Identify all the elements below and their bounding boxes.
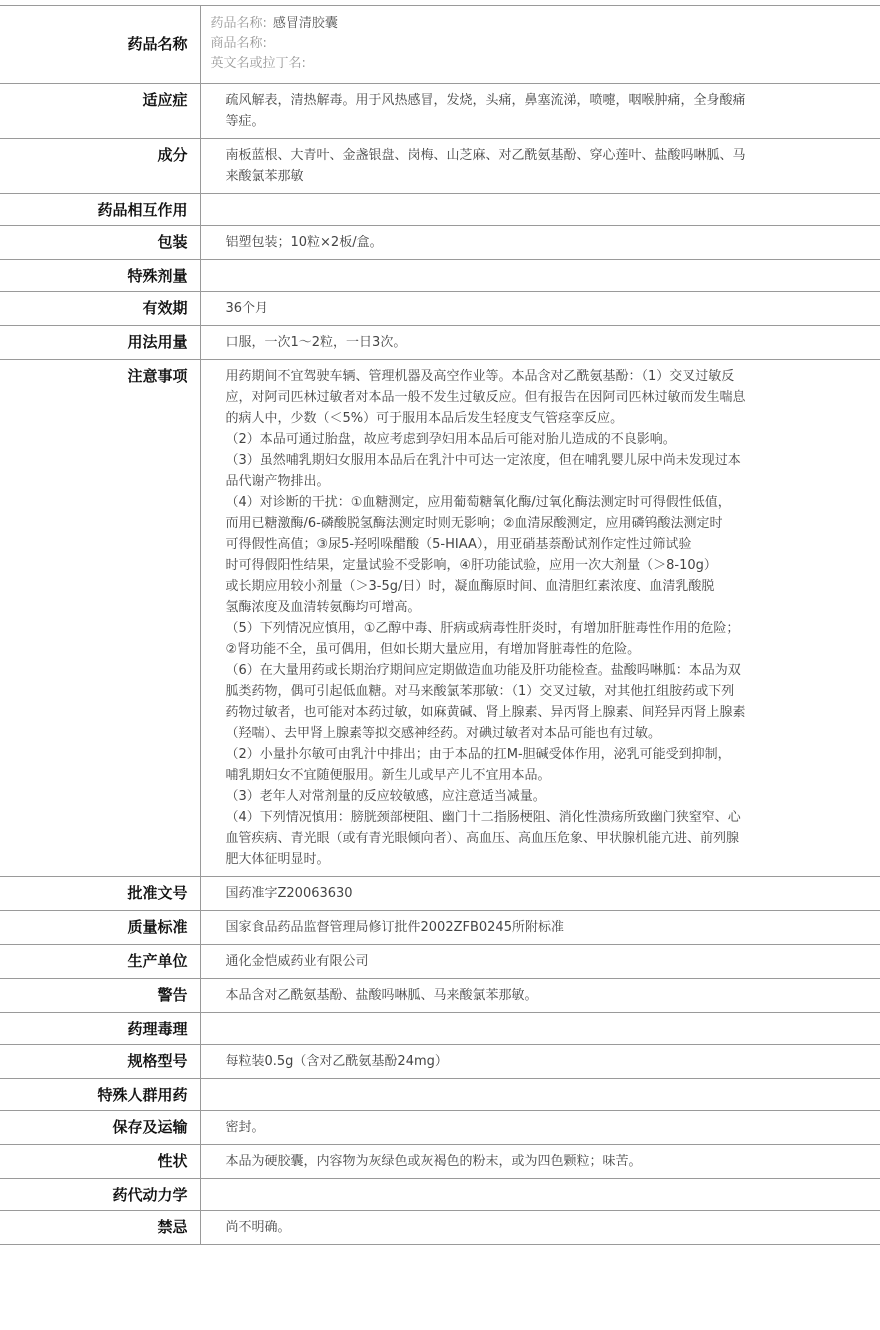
precautions-line: 肥大体征明显时。 [225,852,330,867]
value-drug-name [200,6,880,84]
precautions-line: 时可得假阳性结果，定量试验不受影响，④肝功能试验，应用一次大剂量（＞8-10g） [225,558,717,573]
precautions-line: （3）老年人对常剂量的反应较敏感，应注意适当减量。 [225,789,546,804]
precautions-line: ②肾功能不全，虽可偶用，但如长期大量应用，有增加肾脏毒性的危险。 [225,642,641,657]
indications-line: 等症。 [225,114,265,129]
value-indications [200,84,880,139]
value-warning: 本品含对乙酰氨基酚、盐酸吗啉胍、马来酸氯苯那敏。 [200,979,880,1013]
row-validity [0,292,880,326]
ingredients-line: 来酸氯苯那敏 [225,169,304,184]
precautions-line: （5）下列情况应慎用，①乙醇中毒、肝病或病毒性肝炎时，有增加肝脏毒性作用的危险； [225,621,740,636]
row-quality-standard [0,911,880,945]
label-pharmacology: 药理毒理 [0,1013,200,1045]
label-storage: 保存及运输 [0,1111,200,1145]
precautions-line: （4）对诊断的干扰：①血糖测定，应用葡萄糖氧化酶/过氧化酶法测定时可得假性低值， [225,495,731,510]
row-pharmacology [0,1013,880,1045]
label-indications: 适应症 [0,84,200,139]
row-ingredients [0,139,880,194]
row-storage [0,1111,880,1145]
precautions-line: 或长期应用较小剂量（＞3-5g/日）时，凝血酶原时间、血清胆红素浓度、血清乳酸脱 [225,579,715,594]
english-name-label: 英文名或拉丁名: [210,56,306,71]
row-indications [0,84,880,139]
label-drug-name: 药品名称 [0,6,200,84]
value-pharmacology [200,1013,880,1045]
value-storage: 密封。 [200,1111,880,1145]
precautions-line: 品代谢产物排出。 [225,474,330,489]
label-warning: 警告 [0,979,200,1013]
row-manufacturer [0,945,880,979]
label-special-groups: 特殊人群用药 [0,1079,200,1111]
row-precautions [0,360,880,877]
value-special-groups [200,1079,880,1111]
row-special-dose [0,260,880,292]
precautions-line: 可得假性高值；③尿5-羟吲哚醋酸（5-HIAA），用亚硝基萘酚试剂作定性过筛试验 [225,537,692,552]
row-contraindications [0,1211,880,1245]
precautions-line: （4）下列情况慎用：膀胱颈部梗阻、幽门十二指肠梗阻、消化性溃疡所致幽门狭窒窄、心 [225,810,741,825]
precautions-line: 的病人中，少数（＜5%）可于服用本品后发生轻度支气管痉挛反应。 [225,411,624,426]
drug-info-table [0,5,880,1245]
ingredients-line: 南板蓝根、大青叶、金盏银盘、岗梅、山芝麻、对乙酰氨基酚、穿心莲叶、盐酸吗啉胍、马 [225,148,746,163]
precautions-line: （3）虽然哺乳期妇女服用本品后在乳汁中可达一定浓度，但在哺乳婴儿尿中尚未发现过本 [225,453,741,468]
value-approval-no: 国药准字Z20063630 [200,877,880,911]
row-pharmacokinetics [0,1179,880,1211]
label-specification: 规格型号 [0,1045,200,1079]
precautions-line: （6）在大量用药或长期治疗期间应定期做造血功能及肝功能检查。盐酸吗啉胍：本品为双 [225,663,741,678]
precautions-line: （羟喘）、去甲肾上腺素等拟交感神经药。对碘过敏者对本品可能也有过敏。 [225,726,662,741]
precautions-line: 药物过敏者，也可能对本药过敏，如麻黄碱、肾上腺素、异丙肾上腺素、间羟异丙肾上腺素 [225,705,746,720]
precautions-line: 应，对阿司匹林过敏者对本品一般不发生过敏反应。但有报告在因阿司匹林过敏而发生喘息 [225,390,746,405]
label-contraindications: 禁忌 [0,1211,200,1245]
value-ingredients [200,139,880,194]
precautions-line: 氢酶浓度及血清转氨酶均可增高。 [225,600,421,615]
trade-name-label: 商品名称: [210,36,267,51]
row-specification [0,1045,880,1079]
generic-name-value: 感冒清胶囊 [272,16,338,31]
label-interactions: 药品相互作用 [0,194,200,226]
label-usage: 用法用量 [0,326,200,360]
label-special-dose: 特殊剂量 [0,260,200,292]
label-ingredients: 成分 [0,139,200,194]
indications-line: 疏风解表，清热解毒。用于风热感冒，发烧，头痛，鼻塞流涕，喷嚏，咽喉肿痛，全身酸痛 [225,93,746,108]
value-special-dose [200,260,880,292]
value-quality-standard: 国家食品药品监督管理局修订批件2002ZFB0245所附标准 [200,911,880,945]
row-approval-no [0,877,880,911]
label-pharmacokinetics: 药代动力学 [0,1179,200,1211]
label-precautions: 注意事项 [0,360,200,877]
value-appearance: 本品为硬胶囊，内容物为灰绿色或灰褐色的粉末，或为四色颗粒；味苦。 [200,1145,880,1179]
row-usage [0,326,880,360]
label-quality-standard: 质量标准 [0,911,200,945]
value-usage: 口服，一次1～2粒，一日3次。 [200,326,880,360]
value-interactions [200,194,880,226]
value-specification: 每粒装0.5g（含对乙酰氨基酚24mg） [200,1045,880,1079]
precautions-line: （2）本品可通过胎盘，故应考虑到孕妇用本品后可能对胎儿造成的不良影响。 [225,432,676,447]
generic-name-label: 药品名称: [210,16,267,31]
label-manufacturer: 生产单位 [0,945,200,979]
precautions-line: 血管疾病、青光眼（或有青光眼倾向者）、高血压、高血压危象、甲状腺机能亢进、前列腺 [225,831,740,846]
value-validity: 36个月 [200,292,880,326]
row-appearance [0,1145,880,1179]
value-contraindications: 尚不明确。 [200,1211,880,1245]
value-pharmacokinetics [200,1179,880,1211]
row-drug-name [0,6,880,84]
precautions-line: 胍类药物，偶可引起低血糖。对马来酸氯苯那敏：（1）交叉过敏，对其他扛组胺药或下列 [225,684,735,699]
label-validity: 有效期 [0,292,200,326]
precautions-line: （2）小量扑尔敏可由乳汁中排出；由于本品的扛M-胆碱受体作用，泌乳可能受到抑制， [225,747,731,762]
label-approval-no: 批准文号 [0,877,200,911]
label-appearance: 性状 [0,1145,200,1179]
precautions-line: 用药期间不宜驾驶车辆、管理机器及高空作业等。本品含对乙酰氨基酚：（1）交叉过敏反 [225,369,735,384]
row-warning [0,979,880,1013]
precautions-line: 而用已糖激酶/6-磷酸脱氢酶法测定时则无影响；②血清尿酸测定，应用磷钨酸法测定时 [225,516,723,531]
row-interactions [0,194,880,226]
value-precautions [200,360,880,877]
row-packaging [0,226,880,260]
value-manufacturer: 通化金恺威药业有限公司 [200,945,880,979]
row-special-groups [0,1079,880,1111]
precautions-line: 哺乳期妇女不宜随便服用。新生儿或早产儿不宜用本品。 [225,768,551,783]
value-packaging: 铝塑包装；10粒×2板/盒。 [200,226,880,260]
label-packaging: 包装 [0,226,200,260]
